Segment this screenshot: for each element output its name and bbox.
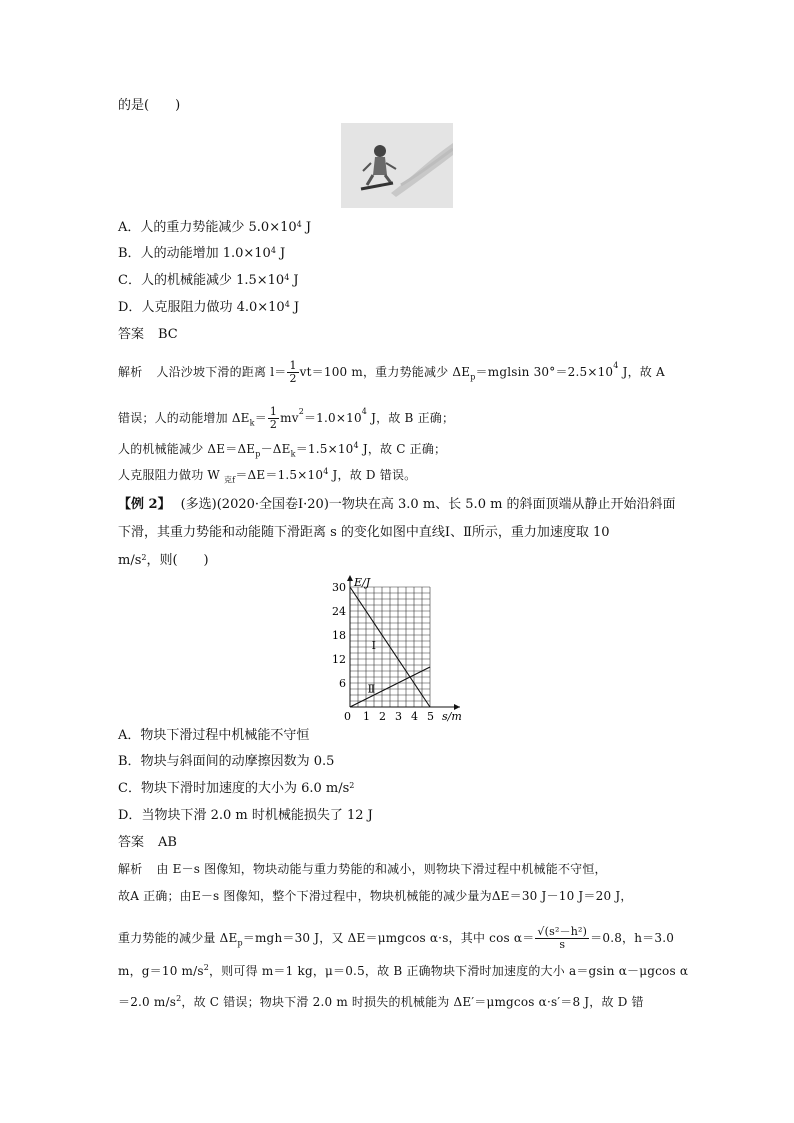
q2-stem-line-2: 下滑，其重力势能和动能随下滑距离 s 的变化如图中直线Ⅰ、Ⅱ所示，重力加速度取 10 (118, 525, 610, 540)
x-tick-label: 5 (427, 710, 434, 723)
y-tick-label: 24 (332, 605, 346, 618)
sand-slide-photo (341, 123, 453, 208)
y-tick-label: 30 (332, 581, 346, 594)
energy-distance-chart (318, 575, 468, 723)
q2-option-c: C．物块下滑时加速度的大小为 6.0 $m/s^2$ (118, 781, 355, 796)
q2-analysis-line-2: 故A 正确；由E－s 图像知，整个下滑过程中，物块机械能的减少量为ΔE＝30 J－10 J＝20 J， (118, 889, 633, 903)
y-tick-label: 18 (332, 629, 346, 642)
q2-stem-line-1: 【例 2】 (多选)(2020·全国卷Ⅰ·20)一物块在高 3.0 m、长 5.0 m 的斜面顶端从静止开始沿斜面 (118, 497, 676, 512)
x-tick-label: 1 (363, 710, 370, 723)
q1-analysis-line-4: 人克服阻力做功 W $_{克f}=\Delta E=1.5\times 10^4$ J，故 D 错误。 (118, 467, 417, 485)
series-label-I: Ⅰ (371, 639, 376, 652)
y-tick-label: 6 (339, 677, 346, 690)
q2-analysis-line-1: 解析 由 E－s 图像知，物块动能与重力势能的和减小，则物块下滑过程中机械能不守恒， (118, 862, 607, 876)
q2-option-a: A．物块下滑过程中机械能不守恒 (118, 728, 310, 743)
sand-slide-illustration (341, 123, 453, 208)
q2-analysis-line-3: 重力势能的减少量 $\Delta E_p=mgh=30$ J，又 ΔE＝μmgcos α·s，其中 cos α＝ $\frac{\text{√(s²－h²)}}{s}$ ＝0.8，h＝3.0 (118, 925, 675, 951)
q1-analysis-line-1: 解析 人沿沙坡下滑的距离 l＝ $\frac{1}{2}$ vt＝100 m，重力势能减少 $\Delta E_p=mglsin$ $30^\circ=2.5\times 10^4$ J，故 A (118, 359, 665, 385)
q2-answer: 答案 AB (118, 835, 177, 850)
q2-option-b: B．物块与斜面间的动摩擦因数为 0.5 (118, 754, 335, 769)
q1-option-c: C．人的机械能减少 $1.5\times 10^4$ J (118, 273, 299, 288)
image-label: 滑沙的人 (397, 205, 401, 206)
q2-analysis-line-4: m，g＝10 $m/s^2$，则可得 m＝1 kg，μ＝0.5，故 B 正确物块下滑时加速度的大小 a＝gsin α－μgcos α (118, 963, 689, 978)
q2-analysis-line-5: ＝2.0 $m/s^2$，故 C 错误；物块下滑 2.0 m 时损失的机械能为 ΔE′＝μmgcos α·s′＝8 J，故 D 错 (118, 994, 644, 1009)
x-axis-label: s/m (442, 710, 462, 723)
q1-option-a: A．人的重力势能减少 $5.0\times 10^4$ J (118, 220, 312, 235)
chart-axes (347, 575, 460, 710)
y-axis-arrow (347, 575, 353, 581)
x-tick-label: 0 (344, 710, 351, 723)
x-tick-label: 3 (395, 710, 402, 723)
q2-stem-line-3: $m/s^2$，则( ) (118, 553, 209, 568)
q1-option-b: B．人的动能增加 $1.0\times 10^4$ J (118, 246, 286, 261)
x-tick-label: 2 (379, 710, 386, 723)
q1-answer: 答案 BC (118, 327, 178, 342)
y-axis-label: E/J (354, 576, 371, 589)
series-label-II: Ⅱ (367, 682, 376, 696)
q1-stem-end: 的是( ) (118, 98, 181, 113)
q1-analysis-line-3: 人的机械能减少 $\Delta E=\Delta E_p-\Delta E_k=1.5\times 10^4$ J，故 C 正确； (118, 441, 447, 459)
q1-analysis-line-2: 错误；人的动能增加 $\Delta E_k=$ $\frac{1}{2}$ $mv^2=1.0\times 10^4$ J，故 B 正确； (118, 405, 455, 431)
chart-ticks (332, 581, 434, 723)
q1-option-d: D．人克服阻力做功 $4.0\times 10^4$ J (118, 300, 300, 315)
x-tick-label: 4 (411, 710, 418, 723)
y-tick-label: 12 (332, 653, 346, 666)
q2-option-d: D．当物块下滑 2.0 m 时机械能损失了 12 J (118, 808, 373, 823)
